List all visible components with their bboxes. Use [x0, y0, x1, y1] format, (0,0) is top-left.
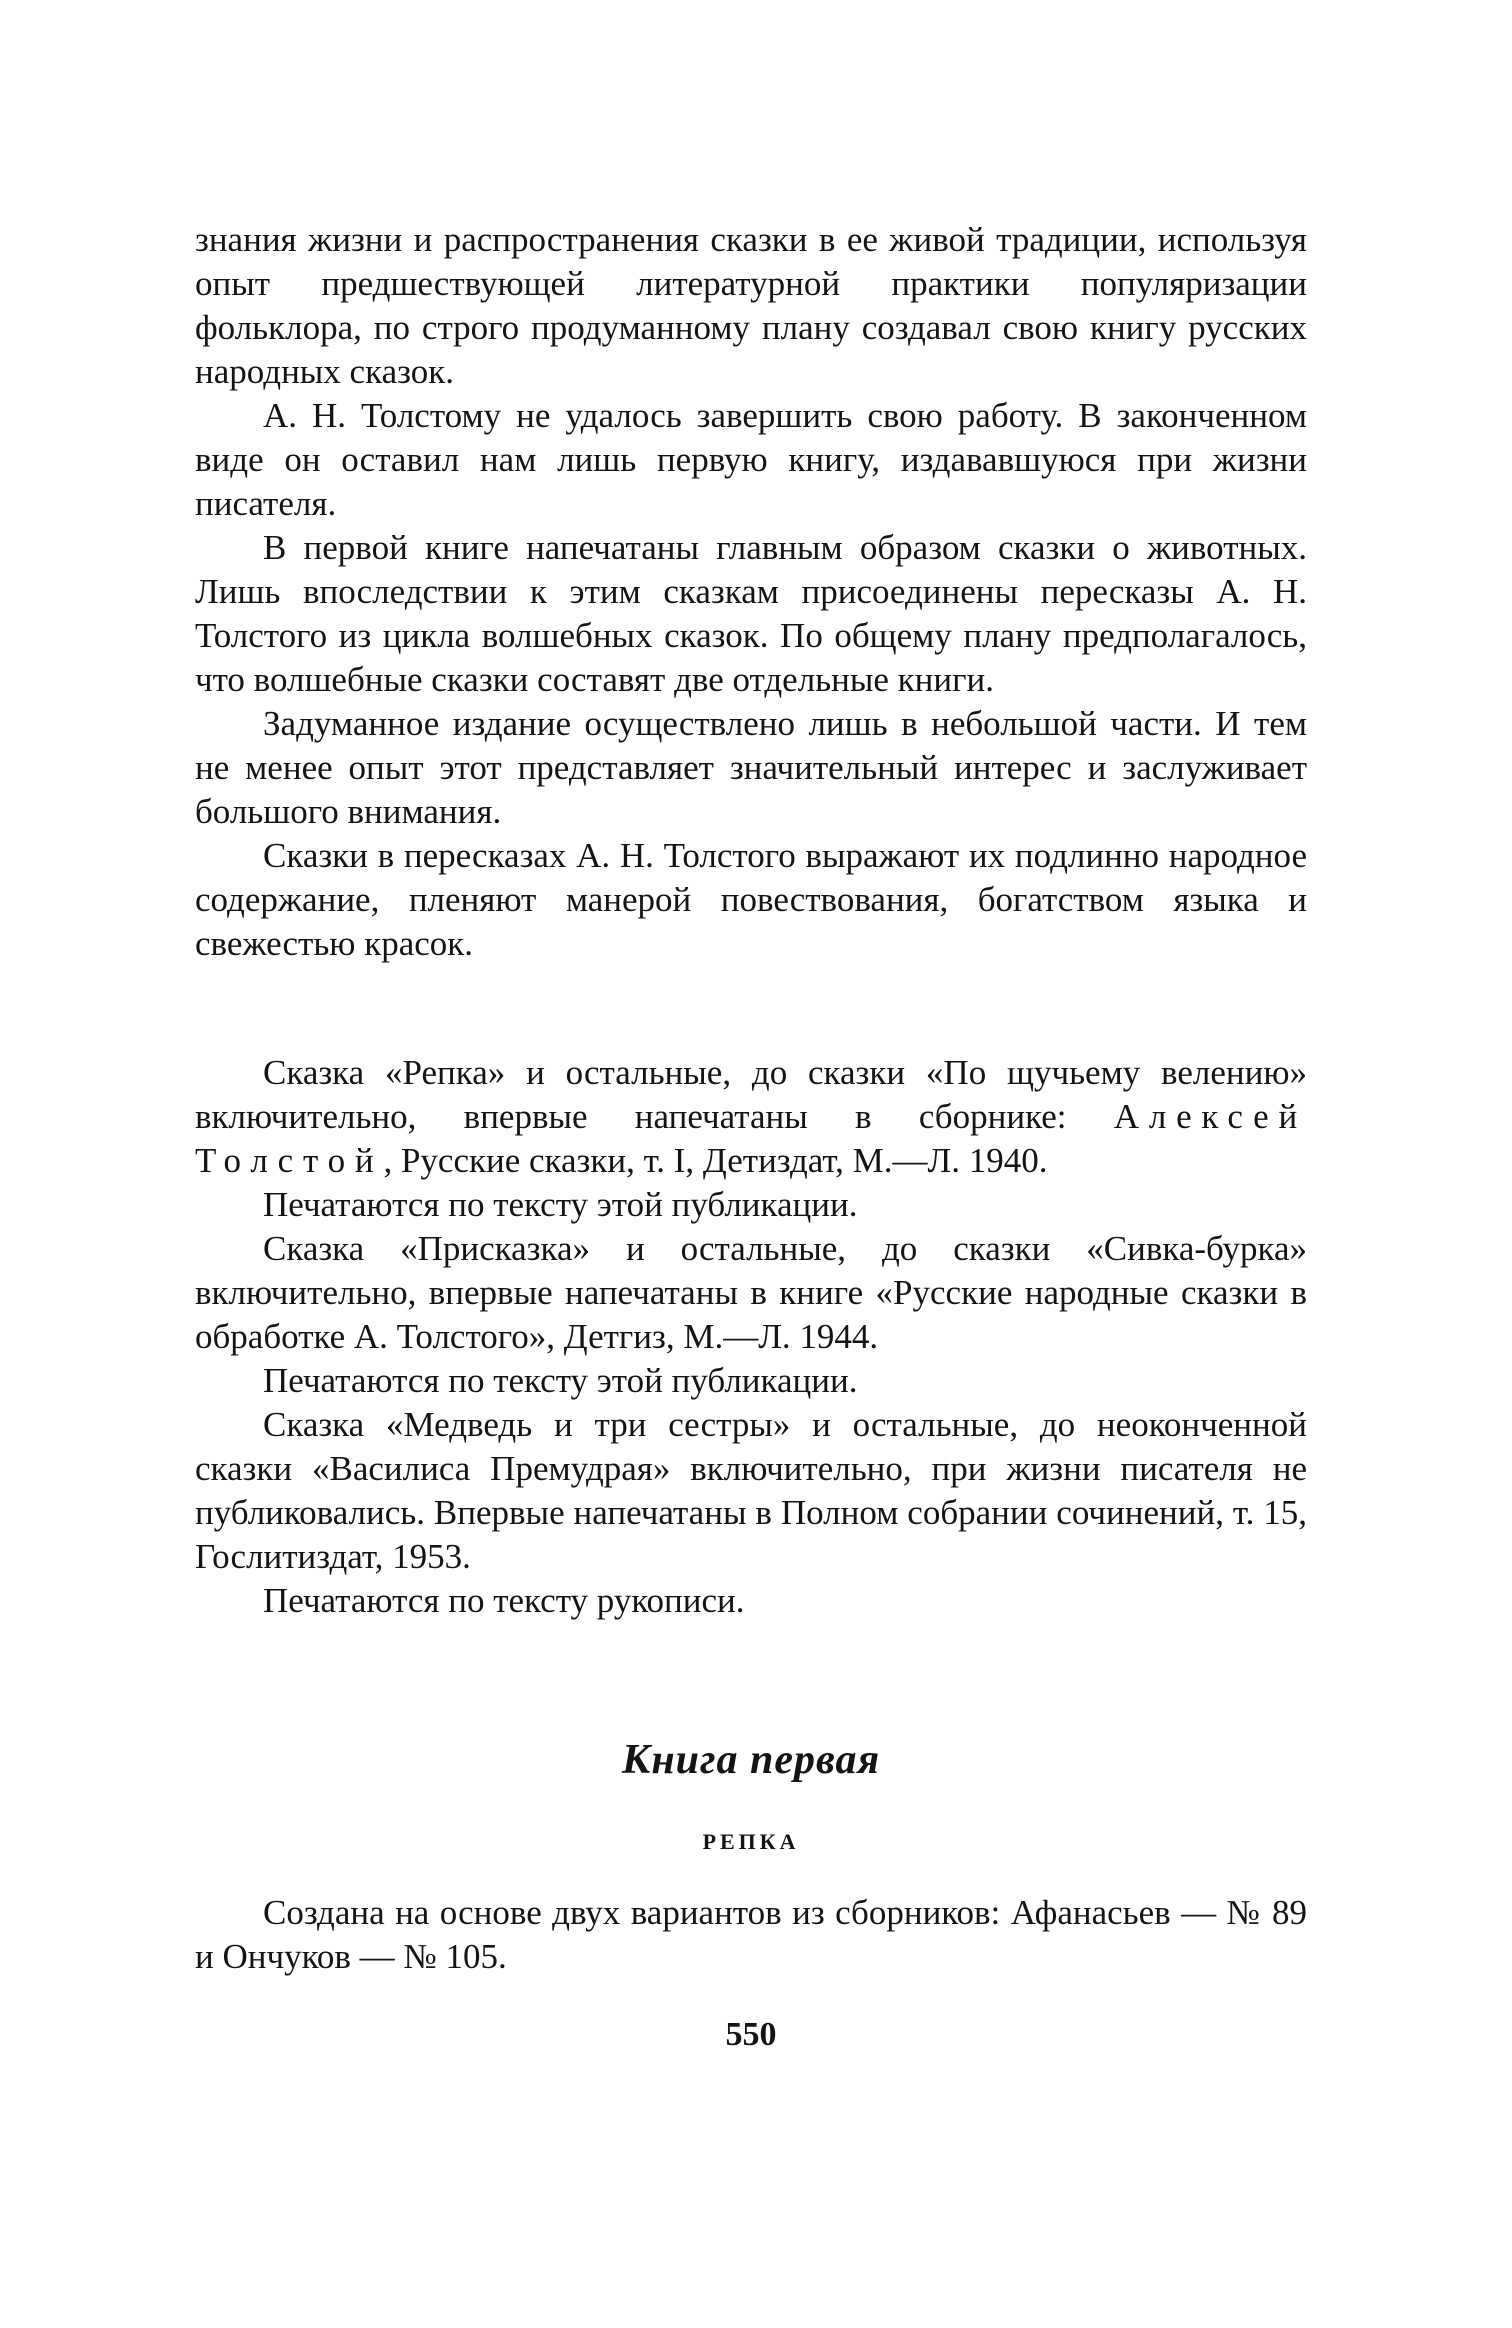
intro-paragraph-3: В первой книге напечатаны главным образом сказки о животных. Лишь впоследствии к этим сказкам присоединены пересказы А. Н. Толстого из цикла волшебных сказок. По общему плану предполагалось, что волшебные сказки составят две отдельные книги. — [195, 528, 1307, 699]
note-1-author: Алексей Толстой — [195, 1097, 1307, 1180]
note-1-text-after: , Русские сказки, т. I, Детиздат, М.—Л. 1940. — [383, 1141, 1048, 1180]
intro-paragraph-2: А. Н. Толстому не удалось завершить свою работу. В законченном виде он оставил нам лишь первую книгу, издававшуюся при жизни писателя. — [195, 396, 1307, 523]
page-number: 550 — [725, 2016, 777, 2053]
section-title: РЕПКА — [702, 1829, 800, 1854]
note-paragraph-2: Печатаются по тексту этой публикации. — [263, 1185, 858, 1224]
note-paragraph-1 — [195, 1051, 1307, 1183]
note-paragraph-3: Сказка «Присказка» и остальные, до сказки «Сивка-бурка» включительно, впервые напечатаны в книге «Русские народные сказки в обработке А. Толстого», Детгиз, М.—Л. 1944. — [195, 1229, 1307, 1356]
book-title: Книга первая — [621, 1737, 881, 1783]
note-1-text-before: Сказка «Репка» и остальные, до сказки «По щучьему велению» включительно, впервые напечатаны в сборнике: — [195, 1053, 1307, 1136]
intro-section — [195, 218, 1307, 966]
note-paragraph-4: Печатаются по тексту этой публикации. — [263, 1361, 858, 1400]
note-paragraph-6: Печатаются по тексту рукописи. — [263, 1581, 745, 1620]
page-content — [195, 218, 1307, 2057]
intro-paragraph-4: Задуманное издание осуществлено лишь в небольшой части. И тем не менее опыт этот представляет значительный интерес и заслуживает большого внимания. — [195, 704, 1307, 831]
note-paragraph-5: Сказка «Медведь и три сестры» и остальные, до неоконченной сказки «Василиса Премудрая» включительно, при жизни писателя не публиковались. Впервые напечатаны в Полном собрании сочинений, т. 15, Гослитиздат, 1953. — [195, 1405, 1307, 1576]
intro-paragraph-1: знания жизни и распространения сказки в ее живой традиции, используя опыт предшествующей литературной практики популяризации фольклора, по строго продуманному плану создавал свою книгу русских народных сказок. — [195, 220, 1307, 391]
publication-notes — [195, 1051, 1307, 1623]
intro-paragraph-5: Сказки в пересказах А. Н. Толстого выражают их подлинно народное содержание, пленяют манерой повествования, богатством языка и свежестью красок. — [195, 836, 1307, 963]
section-note: Создана на основе двух вариантов из сборников: Афанасьев — № 89 и Ончуков — № 105. — [195, 1893, 1307, 1976]
